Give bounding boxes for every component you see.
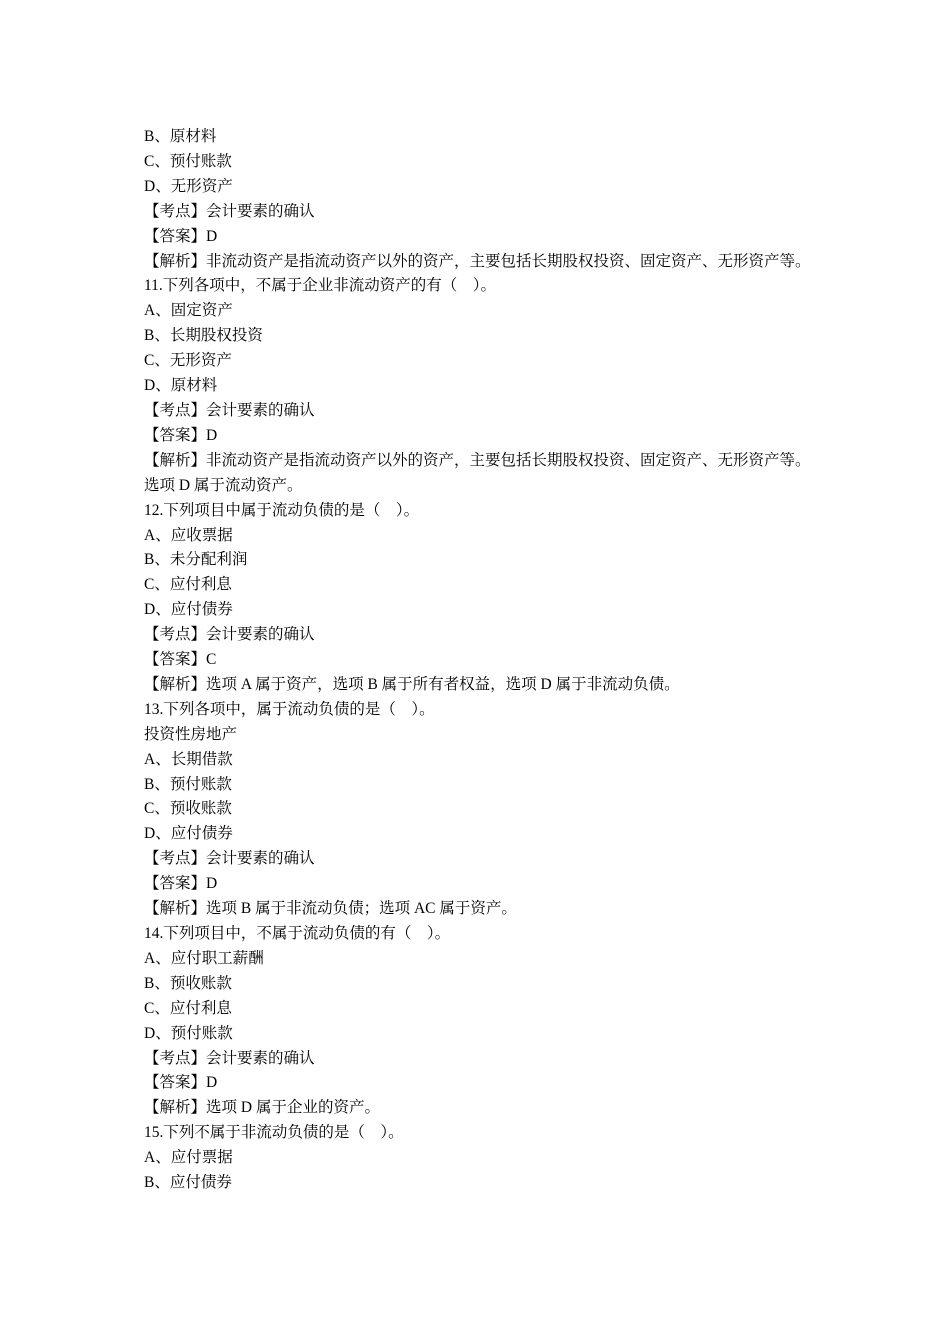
document-line: A、长期借款 (144, 750, 233, 768)
document-line: 【考点】会计要素的确认 (144, 202, 315, 220)
document-line: 【答案】C (144, 651, 217, 669)
document-line: B、未分配利润 (144, 551, 248, 569)
document-line: B、长期股权投资 (144, 327, 263, 345)
document-line: 投资性房地产 (144, 725, 238, 743)
document-line: B、预付账款 (144, 775, 232, 793)
document-line: 【解析】选项 D 属于企业的资产。 (144, 1099, 380, 1117)
document-line: 【考点】会计要素的确认 (144, 401, 315, 419)
document-line: 【答案】D (144, 875, 218, 893)
document-line: 【答案】D (144, 1074, 218, 1092)
document-line: C、无形资产 (144, 352, 232, 370)
document-line: B、原材料 (144, 128, 217, 145)
document-line: A、应收票据 (144, 526, 233, 544)
document-line: D、应付债券 (144, 825, 233, 843)
document-line: 【解析】选项 B 属于非流动负债；选项 AC 属于资产。 (144, 900, 517, 918)
document-line: 15.下列不属于非流动负债的是（ ）。 (144, 1124, 404, 1142)
document-line: 【答案】D (144, 426, 218, 444)
document-line: 11.下列各项中，不属于企业非流动资产的有（ ）。 (144, 277, 497, 295)
document-line: 12.下列项目中属于流动负债的是（ ）。 (144, 501, 420, 519)
document-line: D、无形资产 (144, 177, 233, 195)
document-line: D、原材料 (144, 377, 218, 395)
document-line: C、应付利息 (144, 576, 232, 594)
document-body (144, 125, 812, 1196)
document-line: C、应付利息 (144, 999, 232, 1017)
document-line: 13.下列各项中，属于流动负债的是（ ）。 (144, 700, 435, 718)
document-line: C、预付账款 (144, 152, 232, 170)
document-line: A、固定资产 (144, 302, 233, 320)
document-line: 【考点】会计要素的确认 (144, 850, 315, 868)
document-line: D、应付债券 (144, 601, 233, 619)
document-line: A、应付职工薪酬 (144, 949, 264, 967)
document-line: 【考点】会计要素的确认 (144, 1049, 315, 1067)
document-line: 【考点】会计要素的确认 (144, 626, 315, 644)
document-line: 14.下列项目中，不属于流动负债的有（ ）。 (144, 925, 451, 942)
document-line: A、应付票据 (144, 1149, 233, 1167)
document-line: D、预付账款 (144, 1024, 233, 1042)
document-line: 【解析】选项 A 属于资产，选项 B 属于所有者权益，选项 D 属于非流动负债。 (144, 675, 680, 693)
document-line: B、预收账款 (144, 974, 232, 992)
document-line: C、预收账款 (144, 800, 232, 818)
document-line: 【答案】D (144, 227, 218, 245)
document-line: 【解析】非流动资产是指流动资产以外的资产，主要包括长期股权投资、固定资产、无形资产等。 (144, 252, 811, 270)
document-line: B、应付债券 (144, 1174, 232, 1192)
document-line: 【解析】非流动资产是指流动资产以外的资产，主要包括长期股权投资、固定资产、无形资产等。选项 D 属于流动资产。 (144, 451, 811, 494)
